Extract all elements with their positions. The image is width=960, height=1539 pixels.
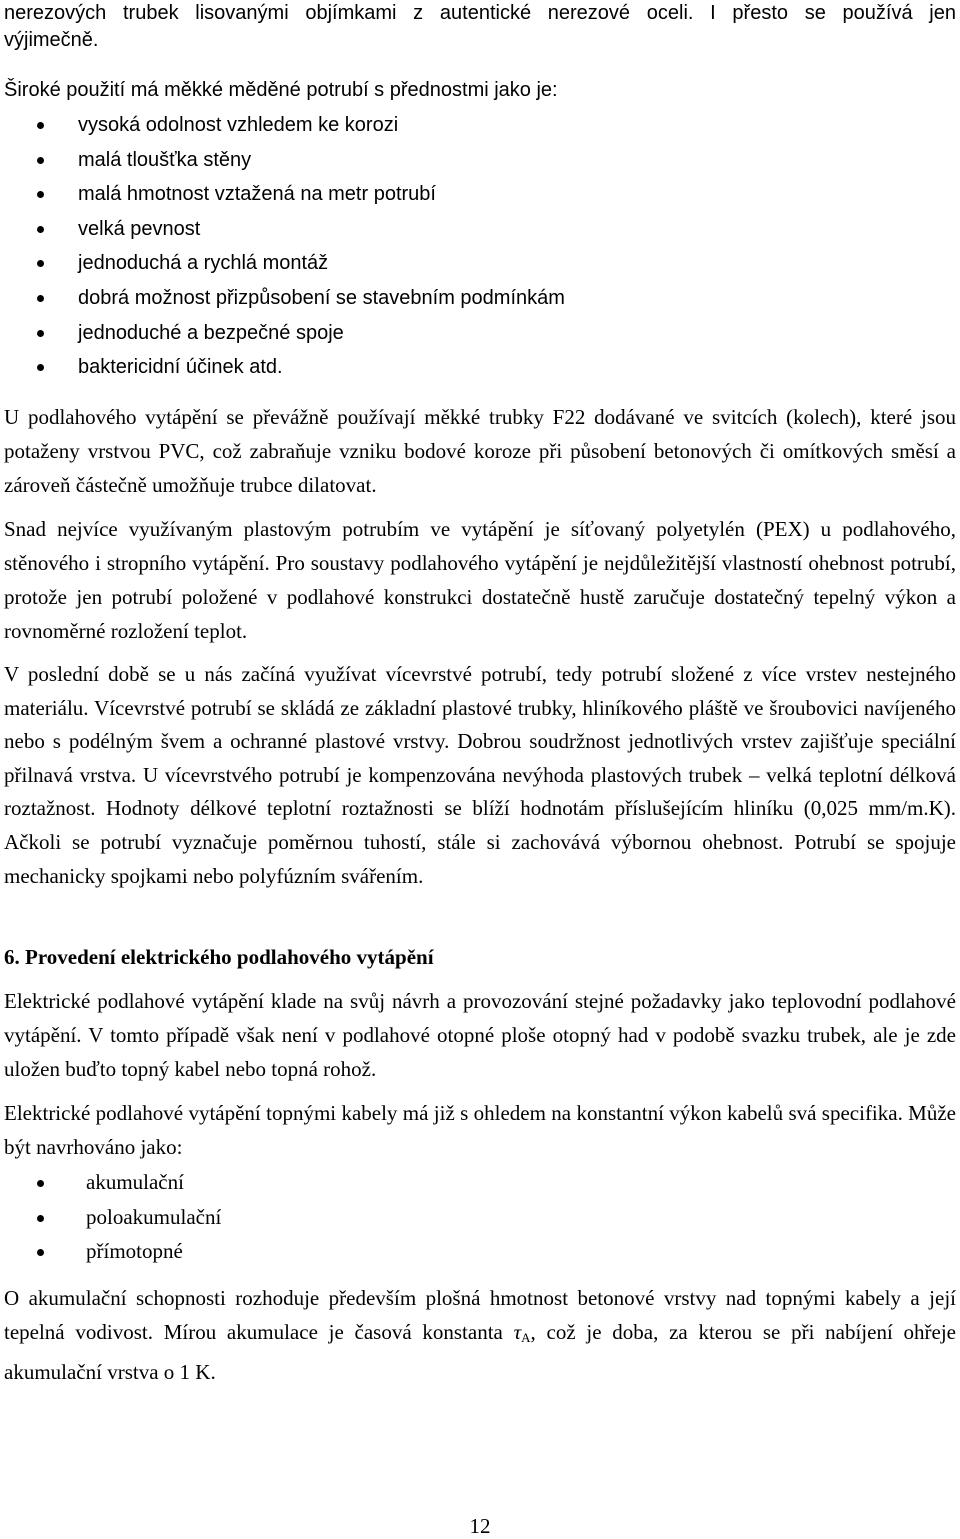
list-item: jednoduché a bezpečné spoje	[4, 316, 904, 351]
list-item: poloakumulační	[4, 1200, 904, 1235]
continued-paragraph	[4, 0, 956, 54]
tau-subscript: A	[521, 1330, 531, 1345]
list-item: malá hmotnost vztažená na metr potrubí	[4, 177, 904, 212]
list-item: dobrá možnost přizpůsobení se stavebním podmínkám	[4, 281, 904, 316]
list-item: velká pevnost	[4, 212, 904, 247]
page-number: 12	[469, 1514, 491, 1538]
list-item: baktericidní účinek atd.	[4, 350, 904, 385]
paragraph-accumulation	[4, 1281, 956, 1389]
accumulation-text-start: O akumulační schopnosti rozhoduje především plošná hmotnost betonové vrstvy nad topnými kabely a její tepelná vodivost. Mírou akumulace je časová konstanta	[4, 1286, 956, 1344]
list-item: jednoduchá a rychlá montáž	[4, 246, 904, 281]
copper-intro: Široké použití má měkké měděné potrubí s přednostmi jako je:	[4, 79, 558, 101]
copper-advantages-list	[4, 108, 904, 385]
list-item: vysoká odolnost vzhledem ke korozi	[4, 108, 904, 143]
list-item: akumulační	[4, 1165, 904, 1200]
tau-symbol: τ	[513, 1320, 522, 1344]
section-heading: 6. Provedení elektrického podlahového vytápění	[4, 945, 434, 969]
list-item: malá tloušťka stěny	[4, 143, 904, 178]
paragraph-electric-intro: Elektrické podlahové vytápění klade na svůj návrh a provozování stejné požadavky jako teplovodní podlahové vytápění. V tomto případě však není v podlahové otopné ploše otopný had v podobě svazku trubek, ale je zde uložen buďto topný kabel nebo topná rohož.	[4, 989, 956, 1081]
paragraph-electric-cables: Elektrické podlahové vytápění topnými kabely má již s ohledem na konstantní výkon kabelů svá specifika. Může být navrhováno jako:	[4, 1101, 956, 1159]
paragraph-floor-heating: U podlahového vytápění se převážně používají měkké trubky F22 dodávané ve svitcích (kolech), které jsou potaženy vrstvou PVC, což zabraňuje vzniku bodové koroze při působení betonových či omítkových směsí a zároveň částečně umožňuje trubce dilatovat.	[4, 405, 956, 497]
list-item: přímotopné	[4, 1234, 904, 1269]
continued-line-1: nerezových trubek lisovanými objímkami z autentické nerezové oceli. I přesto se používá jen	[4, 2, 956, 24]
accumulation-text-end: , což je doba, za kterou se při nabíjení ohřeje akumulační vrstva o 1 K.	[4, 1320, 957, 1384]
continued-line-2: výjimečně.	[4, 29, 99, 51]
paragraph-multilayer: V poslední době se u nás začíná využívat vícevrstvé potrubí, tedy potrubí složené z více vrstev nestejného materiálu. Vícevrstvé potrubí se skládá ze základní plastové trubky, hliníkového pláště ve šroubovici navíjeného nebo s podélným švem a ochranné plastové vrstvy. Dobrou soudržnost jednotlivých vrstev zajišťuje speciální přilnavá vrstva. U vícevrstvého potrubí je kompenzována nevýhoda plastových trubek – velká teplotní délková roztažnost. Hodnoty délkové teplotní roztažnosti se blíží hodnotám příslušejícím hliníku (0,025 mm/m.K). Ačkoli se potrubí vyznačuje poměrnou tuhostí, stále si zachovává výbornou ohebnost. Potrubí se spojuje mechanicky spojkami nebo polyfúzním svářením.	[4, 662, 956, 888]
electric-types-list	[4, 1165, 904, 1269]
paragraph-pex: Snad nejvíce využívaným plastovým potrubím ve vytápění je síťovaný polyetylén (PEX) u podlahového, stěnového i stropního vytápění. Pro soustavy podlahového vytápění je nejdůležitější vlastností ohebnost potrubí, protože jen potrubí položené v podlahové konstrukci dostatečně hustě zaručuje dostatečný tepelný výkon a rovnoměrné rozložení teplot.	[4, 517, 956, 643]
